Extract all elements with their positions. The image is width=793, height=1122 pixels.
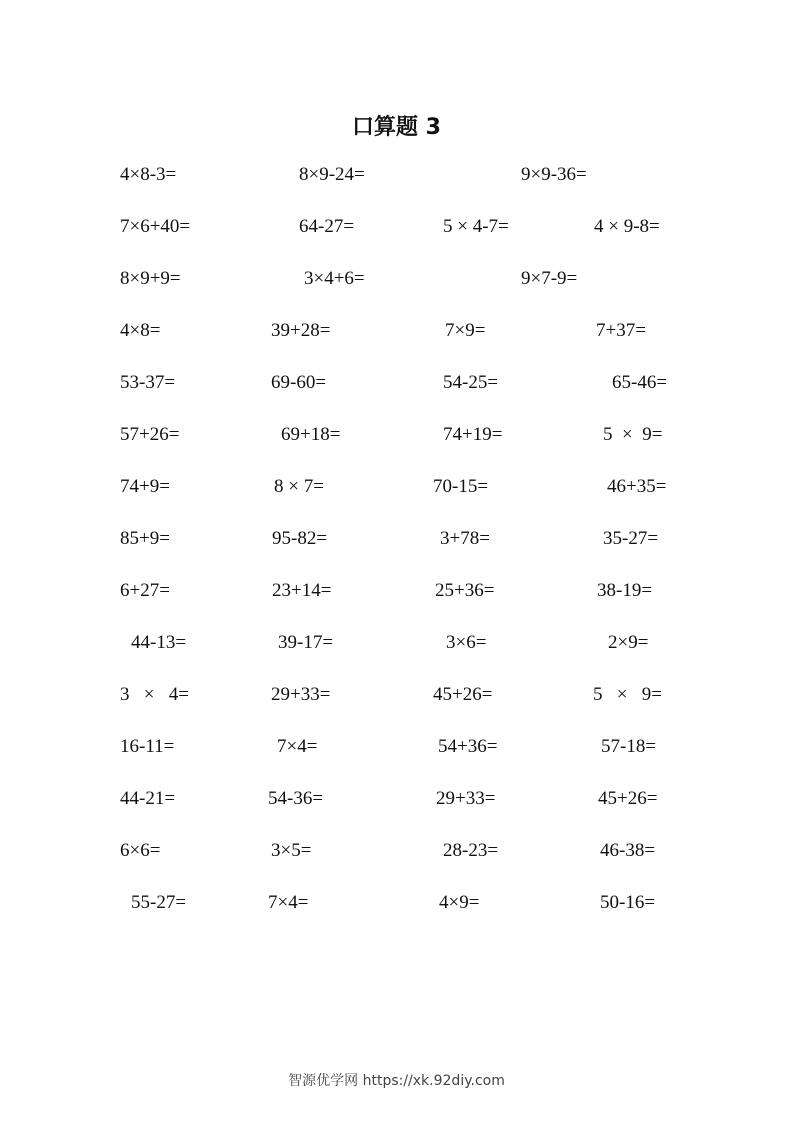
problem: 95-82= [272, 528, 328, 549]
problem-row [0, 837, 793, 865]
problem: 5 × 9= [593, 684, 662, 705]
problem-row [0, 213, 793, 241]
problem: 74+19= [443, 424, 503, 445]
problem: 39+28= [271, 320, 331, 341]
problem-row [0, 629, 793, 657]
problem: 28-23= [443, 840, 499, 861]
problem: 3×4+6= [304, 268, 365, 289]
problem: 3+78= [440, 528, 490, 549]
problem: 85+9= [120, 528, 170, 549]
problem: 8×9-24= [299, 164, 365, 185]
problem: 7×9= [445, 320, 486, 341]
problem-row [0, 317, 793, 345]
problem: 46+35= [607, 476, 667, 497]
problem: 53-37= [120, 372, 176, 393]
problem: 4 × 9-8= [594, 216, 660, 237]
problem: 29+33= [436, 788, 496, 809]
problem: 29+33= [271, 684, 331, 705]
problem-row [0, 525, 793, 553]
problem: 44-21= [120, 788, 176, 809]
problem-row [0, 421, 793, 449]
problem: 45+26= [598, 788, 658, 809]
problem: 3×6= [446, 632, 487, 653]
problem: 8 × 7= [274, 476, 324, 497]
problem: 64-27= [299, 216, 355, 237]
problem: 23+14= [272, 580, 332, 601]
page-title: 口算题 3 [352, 115, 441, 140]
problem: 7×6+40= [120, 216, 191, 237]
problem: 69+18= [281, 424, 341, 445]
problem: 7+37= [596, 320, 646, 341]
problem: 6×6= [120, 840, 161, 861]
problem-row [0, 785, 793, 813]
problem: 8×9+9= [120, 268, 181, 289]
problem: 5 × 4-7= [443, 216, 509, 237]
problem: 57+26= [120, 424, 180, 445]
problem-row [0, 889, 793, 917]
problem: 54-25= [443, 372, 499, 393]
problem: 70-15= [433, 476, 489, 497]
problem: 9×9-36= [521, 164, 587, 185]
problem-row [0, 369, 793, 397]
problem: 57-18= [601, 736, 657, 757]
problem-row [0, 681, 793, 709]
problem: 16-11= [120, 736, 175, 757]
problem: 50-16= [600, 892, 656, 913]
problem: 9×7-9= [521, 268, 578, 289]
problem: 5 × 9= [603, 424, 663, 445]
problem: 7×4= [277, 736, 318, 757]
problem-row [0, 473, 793, 501]
problem: 69-60= [271, 372, 327, 393]
problem: 45+26= [433, 684, 493, 705]
problem: 3 × 4= [120, 684, 189, 705]
problem: 46-38= [600, 840, 656, 861]
problem: 4×8= [120, 320, 161, 341]
problem-row [0, 733, 793, 761]
problem: 65-46= [612, 372, 668, 393]
problem: 74+9= [120, 476, 170, 497]
problem: 4×8-3= [120, 164, 177, 185]
problem: 54-36= [268, 788, 324, 809]
problem: 4×9= [439, 892, 480, 913]
problem: 7×4= [268, 892, 309, 913]
problem-row [0, 577, 793, 605]
problem: 3×5= [271, 840, 312, 861]
problem-row [0, 265, 793, 293]
problem: 39-17= [278, 632, 334, 653]
problem-row [0, 161, 793, 189]
problem: 54+36= [438, 736, 498, 757]
problem: 2×9= [608, 632, 649, 653]
problem: 38-19= [597, 580, 653, 601]
footer-watermark: 智源优学网 https://xk.92diy.com [288, 1073, 505, 1089]
problem: 35-27= [603, 528, 659, 549]
problem: 55-27= [131, 892, 187, 913]
problem: 44-13= [131, 632, 187, 653]
problem: 6+27= [120, 580, 170, 601]
problem: 25+36= [435, 580, 495, 601]
